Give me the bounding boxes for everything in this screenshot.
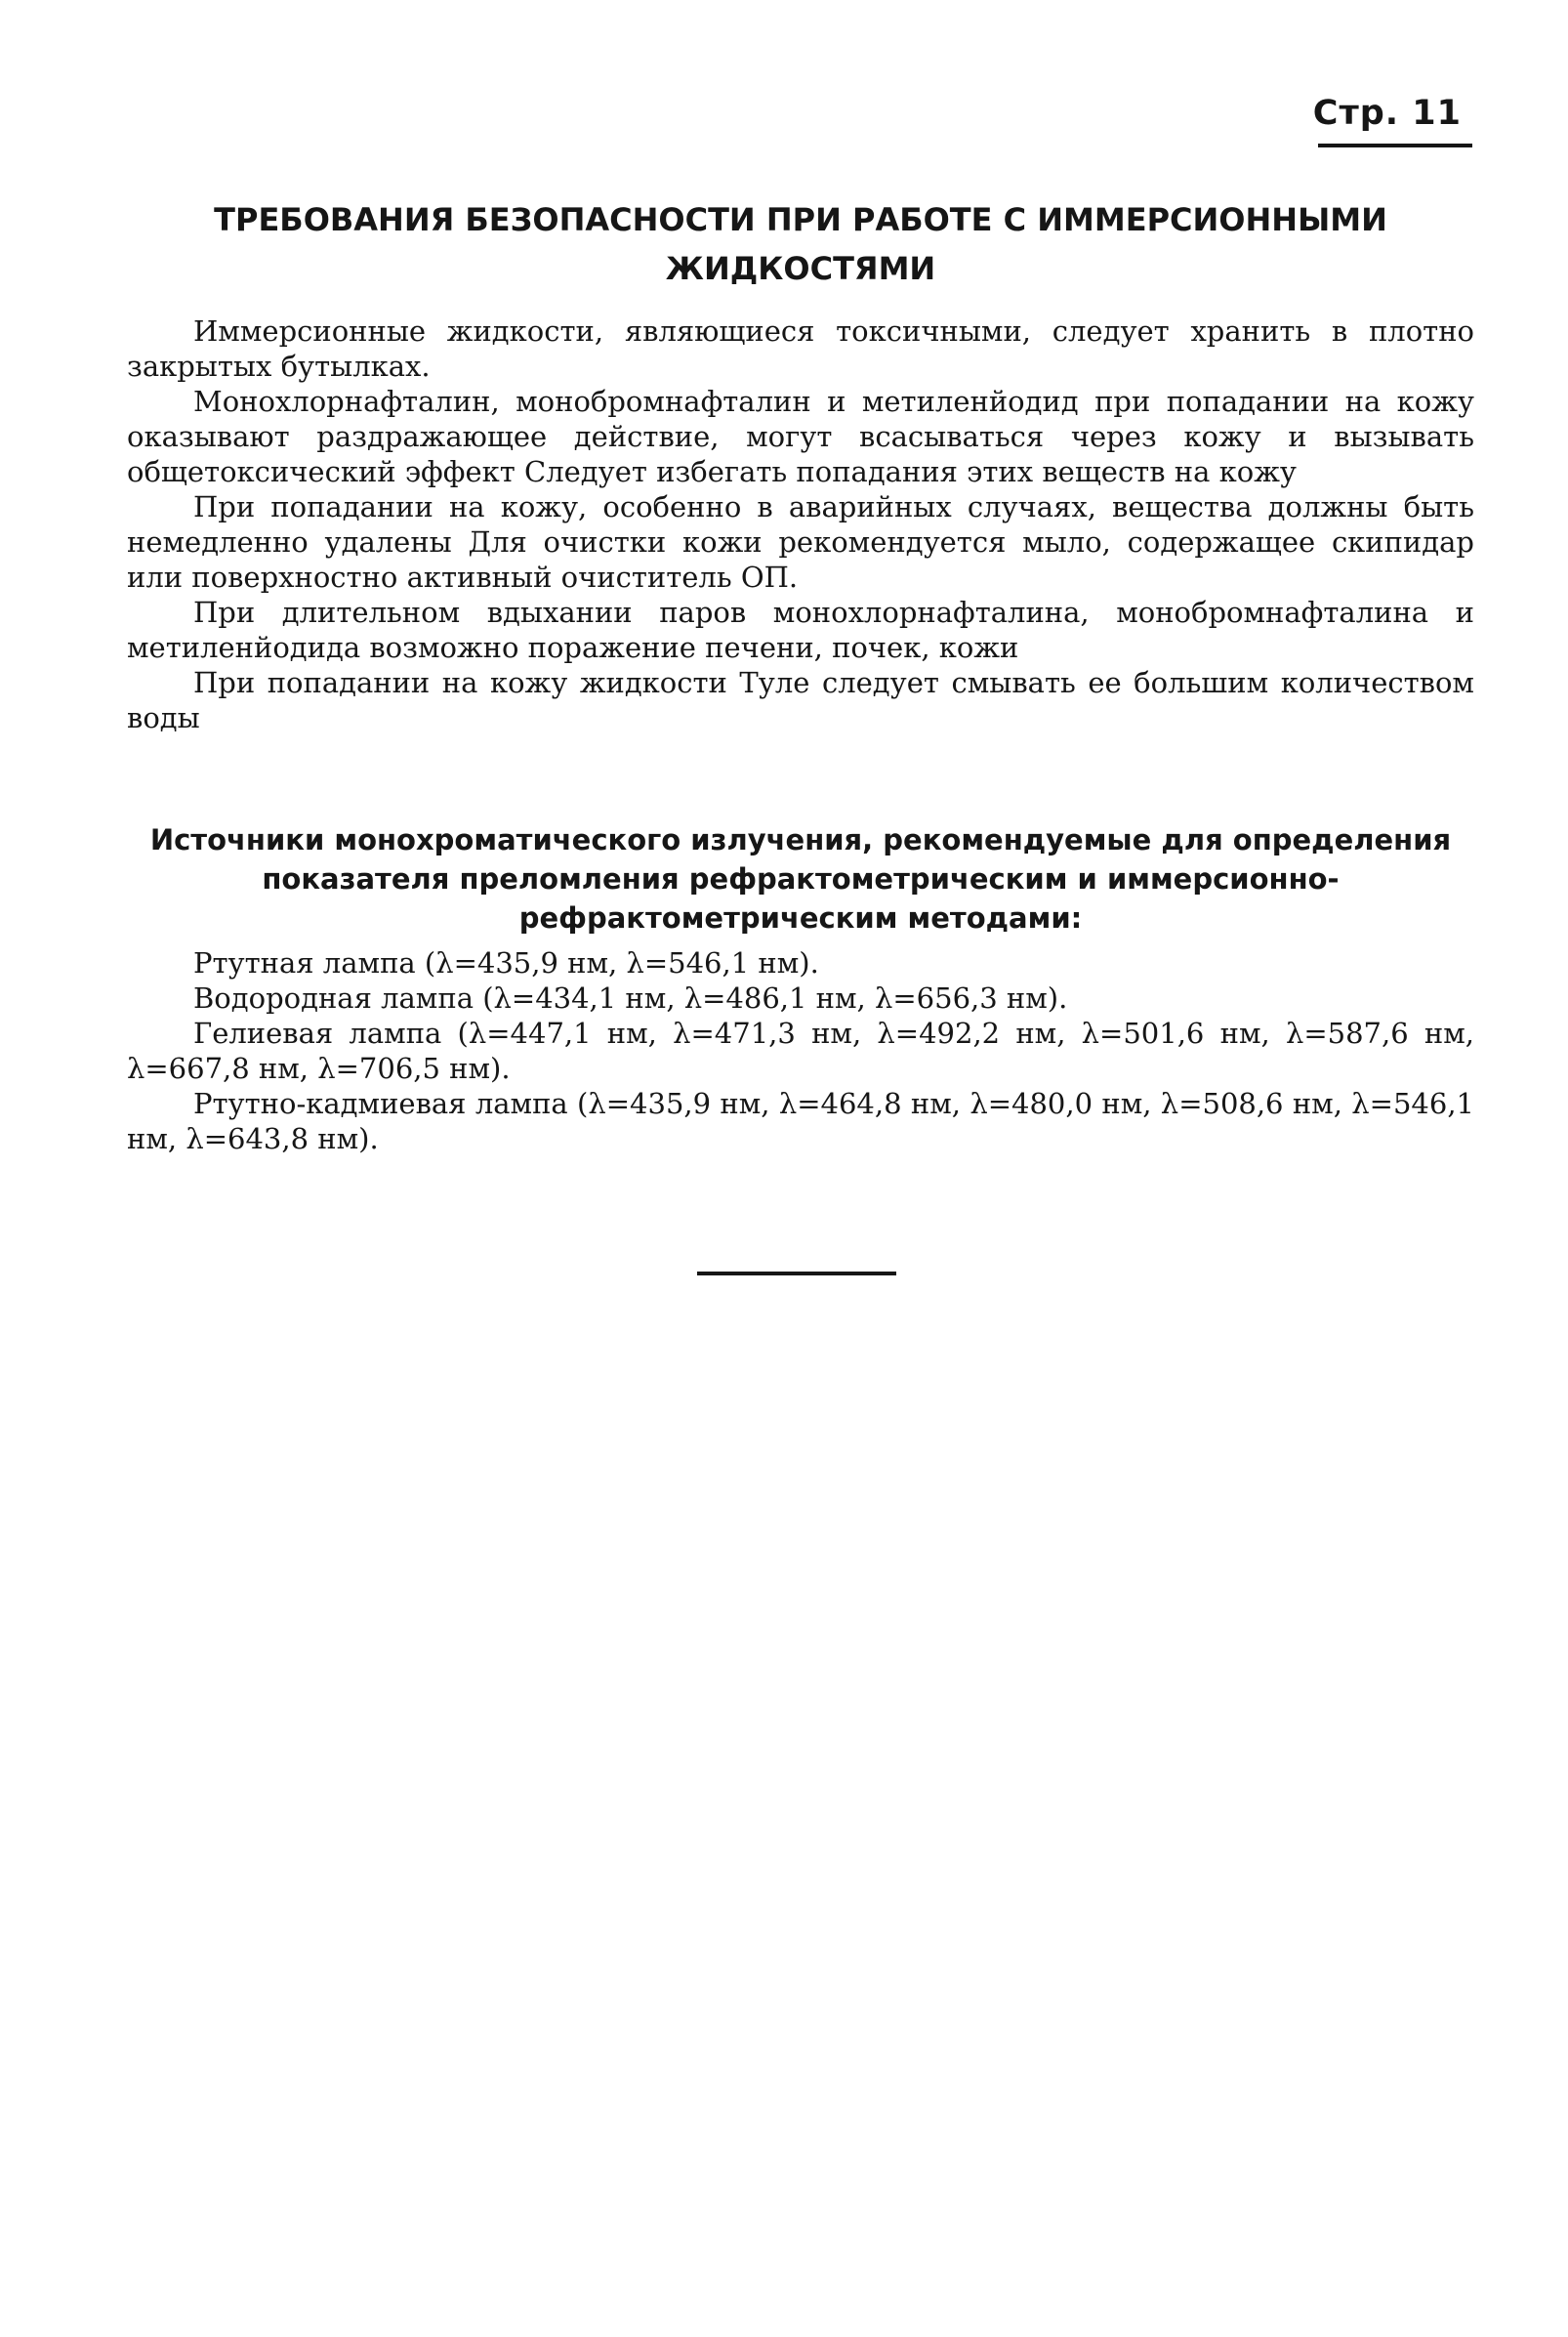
- safety-paragraph-skin-irritation: Монохлорнафталин, монобромнафталин и метиленйодид при попадании на кожу оказывают раздражающее действие, могут всасываться через кожу и вызывать общетоксический эффект Следует избегать попадания этих веществ на кожу: [127, 385, 1474, 488]
- safety-paragraph-skin-cleaning: При попадании на кожу, особенно в аварийных случаях, вещества должны быть немедленно удалены Для очистки кожи рекомендуется мыло, содержащее скипидар или поверхностно активный очиститель ОП.: [127, 490, 1474, 594]
- safety-paragraph-storage: Иммерсионные жидкости, являющиеся токсичными, следует хранить в плотно закрытых бутылках.: [127, 314, 1474, 383]
- source-item-helium-lamp: Гелиевая лампа (λ=447,1 нм, λ=471,3 нм, λ=492,2 нм, λ=501,6 нм, λ=587,6 нм, λ=667,8 нм, λ=706,5 нм).: [127, 1017, 1474, 1085]
- sources-list: [127, 945, 1474, 1156]
- safety-section-title: [127, 195, 1474, 293]
- source-item-mercury-cadmium-lamp: Ртутно-кадмиевая лампа (λ=435,9 нм, λ=464,8 нм, λ=480,0 нм, λ=508,6 нм, λ=546,1 нм, λ=643,8 нм).: [127, 1087, 1474, 1155]
- safety-paragraph-inhalation: При длительном вдыхании паров монохлорнафталина, монобромнафталина и метиленйодида возможно поражение печени, почек, кожи: [127, 596, 1474, 664]
- sources-title-line-3: рефрактометрическим методами:: [518, 901, 1083, 935]
- sources-section-title: [132, 820, 1469, 938]
- safety-paragraph-thoulet-liquid: При попадании на кожу жидкости Туле следует смывать ее большим количеством воды: [127, 666, 1474, 734]
- source-item-mercury-lamp: Ртутная лампа (λ=435,9 нм, λ=546,1 нм).: [193, 946, 819, 980]
- source-item-hydrogen-lamp: Водородная лампа (λ=434,1 нм, λ=486,1 нм, λ=656,3 нм).: [193, 981, 1068, 1015]
- safety-title-line-2: ЖИДКОСТЯМИ: [665, 250, 936, 287]
- sources-title-line-1: Источники монохроматического излучения, рекомендуемые для определения: [149, 823, 1452, 856]
- end-of-text-rule: [697, 1272, 896, 1275]
- safety-title-line-1: ТРЕБОВАНИЯ БЕЗОПАСНОСТИ ПРИ РАБОТЕ С ИММЕРСИОННЫМИ: [214, 201, 1387, 238]
- sources-title-line-2: показателя преломления рефрактометрическим и иммерсионно-: [262, 862, 1340, 896]
- page-number: Стр. 11: [1312, 94, 1462, 133]
- page-number-underline: [1318, 144, 1472, 147]
- safety-section-body: [127, 313, 1474, 735]
